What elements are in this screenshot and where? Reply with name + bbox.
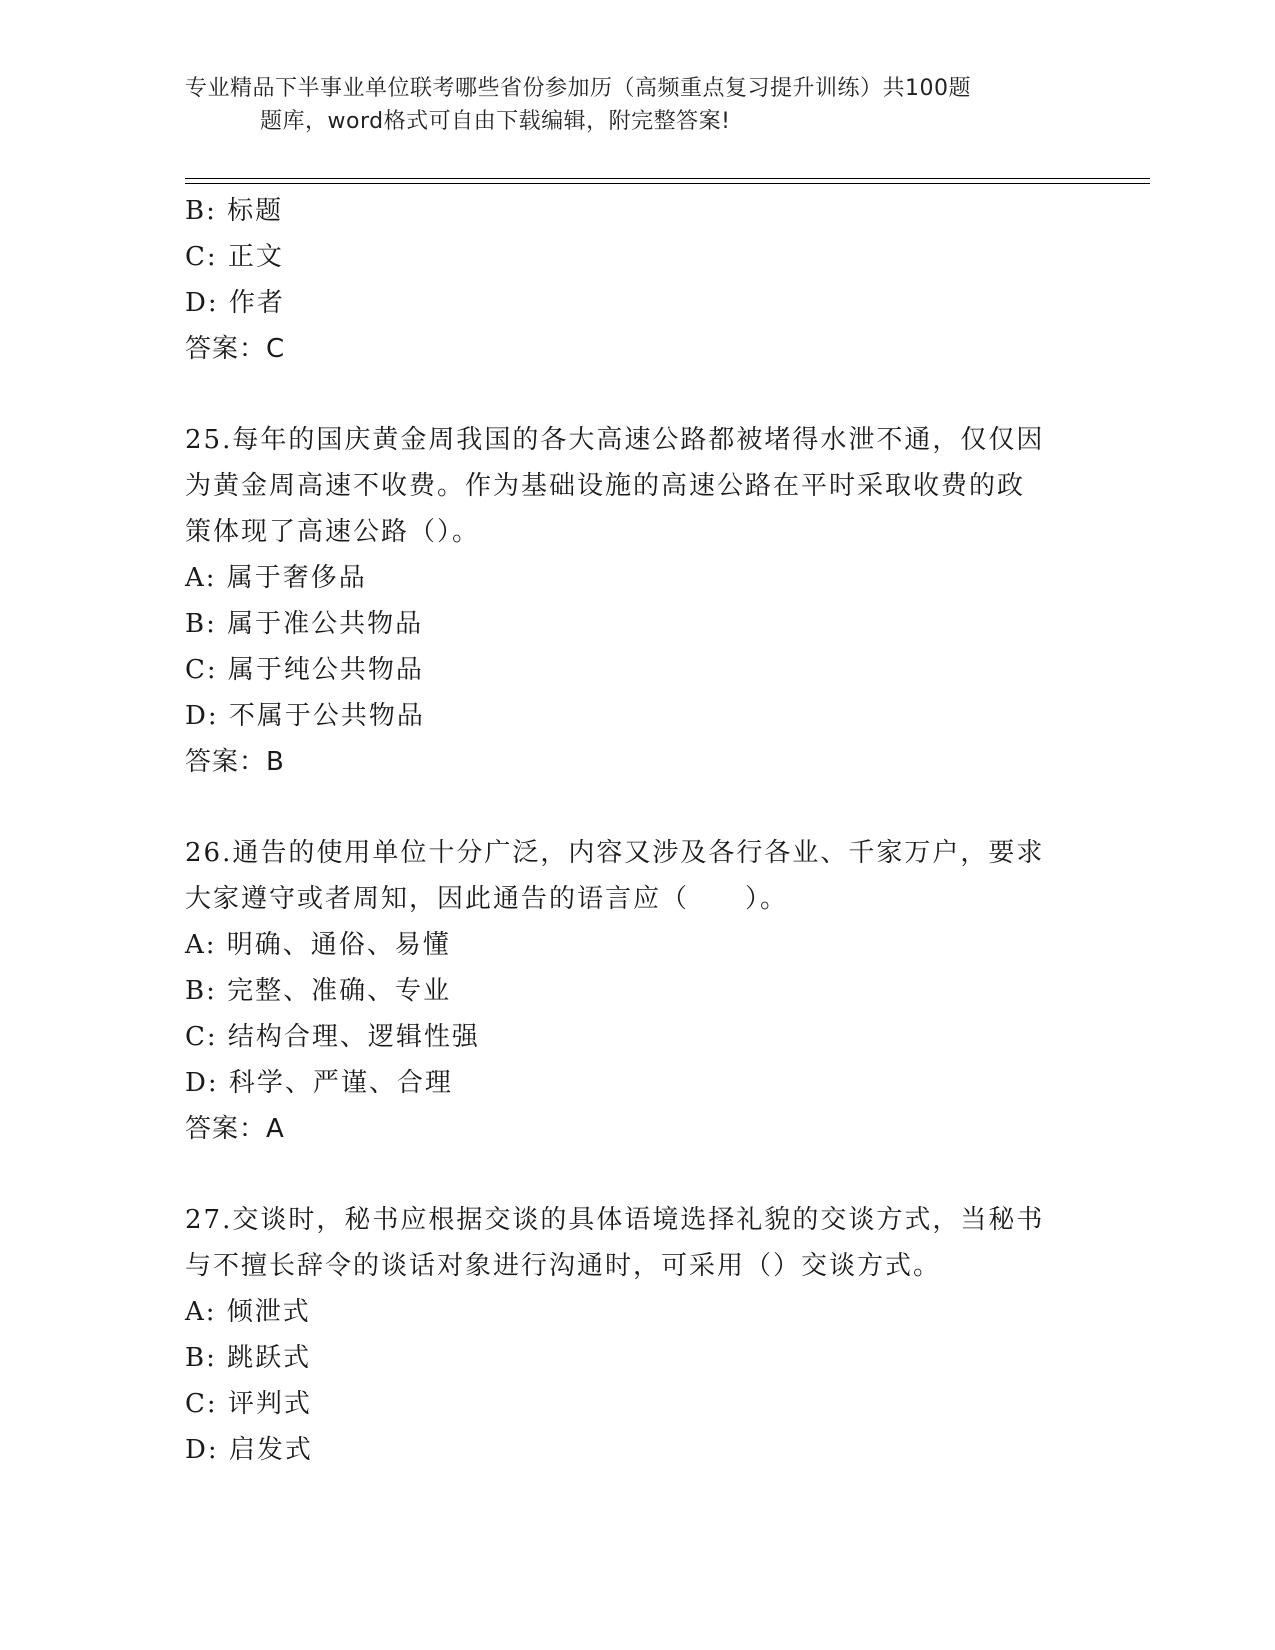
stem-line: 与不擅长辞令的谈话对象进行沟通时，可采用（）交谈方式。 — [185, 1251, 942, 1281]
option-b: B: 标题 — [185, 196, 284, 226]
option-a: A: 属于奢侈品 — [185, 563, 367, 593]
question-stem — [185, 830, 1065, 922]
answer-line: 答案：C — [185, 334, 286, 364]
answer-line: 答案：A — [185, 1114, 285, 1144]
document-body — [185, 188, 1085, 1473]
stem-line: 大家遵守或者周知，因此通告的语言应（ ）。 — [185, 884, 789, 914]
question-stem — [185, 1197, 1065, 1289]
option-d: D: 作者 — [185, 288, 285, 318]
option-a: A: 倾泄式 — [185, 1297, 311, 1327]
option-d: D: 不属于公共物品 — [185, 701, 425, 731]
option-b: B: 跳跃式 — [185, 1343, 312, 1373]
option-d: D: 启发式 — [185, 1435, 313, 1465]
document-header — [185, 72, 1065, 138]
header-rule-bottom — [185, 183, 1150, 184]
option-a: A: 明确、通俗、易懂 — [185, 930, 451, 960]
answer-line: 答案：B — [185, 747, 285, 777]
option-c: C: 属于纯公共物品 — [185, 655, 424, 685]
option-c: C: 结构合理、逻辑性强 — [185, 1022, 480, 1052]
option-c: C: 正文 — [185, 242, 284, 272]
option-d: D: 科学、严谨、合理 — [185, 1068, 453, 1098]
stem-line: 26.通告的使用单位十分广泛，内容又涉及各行各业、千家万户，要求 — [185, 838, 1045, 868]
question-26 — [185, 830, 1085, 1152]
question-24-tail — [185, 188, 1085, 372]
stem-line: 策体现了高速公路（）。 — [185, 517, 481, 547]
question-27 — [185, 1197, 1085, 1473]
question-25 — [185, 417, 1085, 785]
question-stem — [185, 417, 1065, 555]
option-c: C: 评判式 — [185, 1389, 312, 1419]
header-rule-top — [185, 178, 1150, 179]
stem-line: 27.交谈时，秘书应根据交谈的具体语境选择礼貌的交谈方式，当秘书 — [185, 1205, 1045, 1235]
stem-line: 25.每年的国庆黄金周我国的各大高速公路都被堵得水泄不通，仅仅因 — [185, 425, 1045, 455]
option-b: B: 属于准公共物品 — [185, 609, 424, 639]
header-line-2: 题库，word格式可自由下载编辑，附完整答案! — [260, 109, 731, 134]
header-line-1: 专业精品下半事业单位联考哪些省份参加历（高频重点复习提升训练）共100题 — [185, 76, 971, 101]
option-b: B: 完整、准确、专业 — [185, 976, 452, 1006]
stem-line: 为黄金周高速不收费。作为基础设施的高速公路在平时采取收费的政 — [185, 471, 1026, 501]
